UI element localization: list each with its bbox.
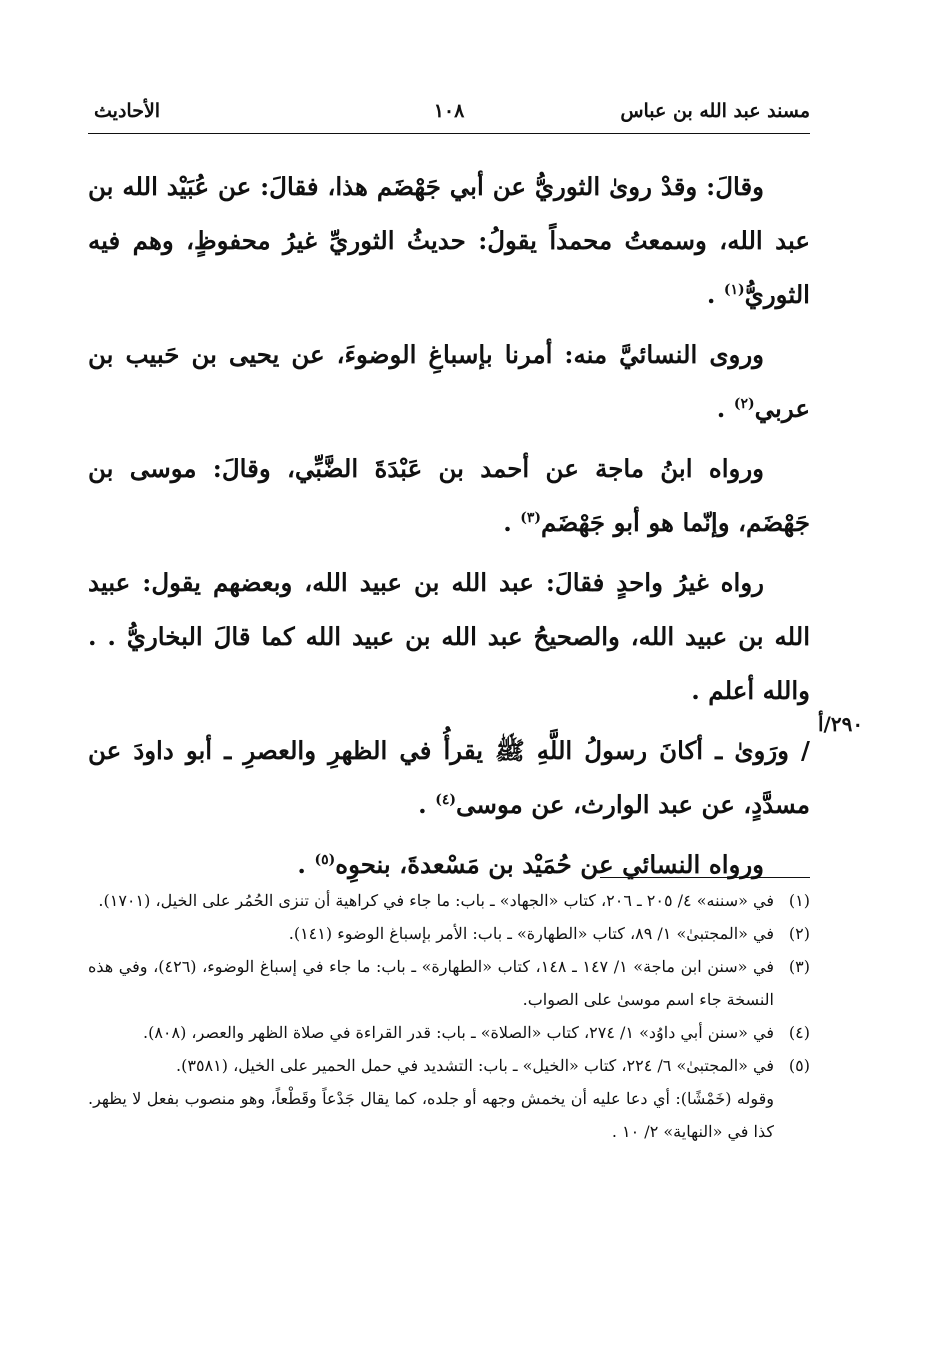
paragraph-4: رواه غيرُ واحدٍ فقالَ: عبد الله بن عبيد الله، وبعضهم يقول: عبيد الله بن عبيد الله، والصحيحُ عبد الله بن عبيد الله كما قالَ البخاريُّ . . والله أعلم .: [88, 568, 810, 705]
footnote-rule: [600, 877, 810, 878]
paragraph-6: ورواه النسائي عن حُمَيْد بن مَسْعدةَ، بنحوِه$^{(٥)}$ .: [297, 850, 764, 879]
footnote-ref-5: (٥): [314, 851, 336, 868]
footnote-2: (٢) في «المجتبىٰ» ١/ ٨٩، كتاب «الطهارة» ـ باب: الأمر بإسباغ الوضوء (١٤١).: [288, 924, 810, 943]
section-title: الأحاديث: [94, 100, 161, 122]
manuscript-folio-ref: ٢٩٠/أ: [818, 712, 864, 736]
footnote-1: (١) في «سننه» ٤/ ٢٠٥ ـ ٢٠٦، كتاب «الجهاد» ـ باب: ما جاء في كراهية أن تنزى الحُمُر على الخيل، (١٧٠١).: [98, 891, 810, 910]
footnote-note: وقوله (خَمْشًا): أي دعا عليه أن يخمش وجهه أو جلده، كما يقال جَدْعاً وقَطْعاً، وهو منصوب بفعل لا يظهر. كذا في «النهاية» ٢/ ١٠ .: [88, 1089, 774, 1141]
footnote-ref-2: (٢): [733, 395, 755, 412]
footnote-ref-4: (٤): [435, 791, 457, 808]
paragraph-2: وروى النسائيَّ منه: أمرنا بإسباغِ الوضوءَ، عن يحيى بن حَبيب بن عربي$^{(٢)}$ .: [88, 340, 810, 423]
page-header: [88, 96, 810, 130]
paragraph-5: / ورَوىٰ ـ أكانَ رسولُ اللَّهِ ﷺ يقرأُ في الظهرِ والعصرِ ـ أبو داودَ عن مسدَّدٍ، عن عبد الوارث، عن موسى$^{(٤)}$ .: [88, 736, 810, 819]
paragraph-3: ورواه ابنُ ماجة عن أحمد بن عَبْدَةَ الضَّبِّي، وقالَ: موسى بن جَهْضَم، وإنّما هو أبو جَهْضَم$^{(٣)}$ .: [88, 454, 810, 537]
running-title: مسند عبد الله بن عباس: [620, 100, 810, 122]
footnote-5: (٥) في «المجتبىٰ» ٦/ ٢٢٤، كتاب «الخيل» ـ باب: التشديد في حمل الحمير على الخيل، (٣٥٨١).: [176, 1056, 810, 1075]
paragraph-1: وقالَ: وقدْ روىٰ الثوريُّ عن أبي جَهْضَم هذا، فقالَ: عن عُبَيْد الله بن عبد الله، وسمعتُ محمداً يقولُ: حديثُ الثوريِّ غيرُ محفوظٍ، وهم فيه الثوريُّ$^{(١)}$ .: [88, 172, 810, 309]
footnotes: [88, 884, 810, 1148]
page-number: ١٠٨: [433, 100, 465, 122]
footnote-ref-1: (١): [723, 281, 745, 298]
footnote-4: (٤) في «سنن أبي داوُد» ١/ ٢٧٤، كتاب «الصلاة» ـ باب: قدر القراءة في صلاة الظهر والعصر، (٨٠٨).: [142, 1023, 810, 1042]
footnote-3: (٣) في «سنن ابن ماجة» ١/ ١٤٧ ـ ١٤٨، كتاب «الطهارة» ـ باب: ما جاء في إسباغ الوضوء، (٤٢٦)، وفي هذه النسخة جاء اسم موسىٰ على الصواب.: [88, 957, 810, 1009]
header-rule: [88, 133, 810, 134]
main-text: [88, 160, 810, 898]
footnote-ref-3: (٣): [520, 509, 542, 526]
